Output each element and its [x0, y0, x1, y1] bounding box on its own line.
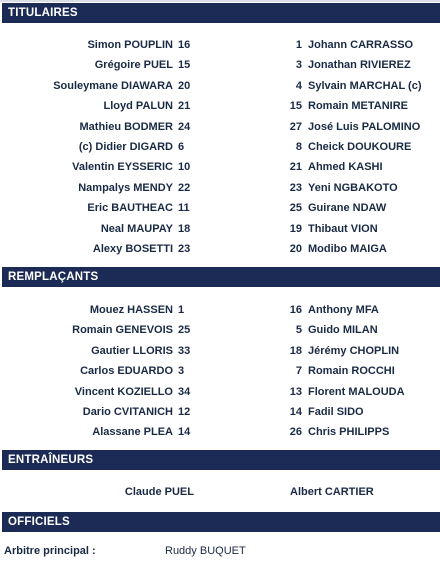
home-player-number: 11 — [178, 202, 190, 215]
player-row — [0, 301, 440, 321]
player-row — [0, 362, 440, 382]
home-player-number: 10 — [178, 161, 191, 174]
away-player-name: Johann CARRASSO — [308, 39, 414, 51]
home-player-name: Lloyd PALUN — [103, 100, 173, 113]
coach-away: Albert CARTIER — [290, 486, 374, 498]
player-row — [0, 97, 440, 117]
away-player-name: Jérémy CHOPLIN — [308, 344, 400, 357]
home-player-name: Dario CVITANICH — [82, 405, 173, 418]
away-player-number: 5 — [295, 324, 302, 337]
away-player-name: Sylvain MARCHAL (c) — [308, 79, 422, 92]
home-player-name: Grégoire PUEL — [94, 59, 173, 72]
home-player-name: Valentin EYSSERIC — [72, 161, 173, 174]
home-player-name: Alexy BOSETTI — [92, 242, 173, 255]
titulaires-list — [0, 36, 440, 260]
home-player-name: Vincent KOZIELLO — [74, 385, 173, 398]
away-player-name: Ahmed KASHI — [308, 161, 383, 174]
away-player-number: 7 — [295, 365, 302, 378]
player-row — [0, 77, 440, 97]
home-player-number: 15 — [178, 59, 191, 72]
player-row — [0, 158, 440, 178]
away-player-number: 26 — [289, 426, 302, 439]
player-row — [0, 179, 440, 199]
away-player-name: Cheick DOUKOURE — [308, 140, 412, 153]
away-player-name: Jonathan RIVIEREZ — [308, 59, 411, 72]
away-player-number: 13 — [289, 385, 302, 398]
player-row — [0, 56, 440, 76]
home-player-number: 3 — [178, 365, 185, 378]
away-player-number: 18 — [289, 344, 302, 357]
home-player-number: 1 — [178, 304, 185, 316]
home-player-name: Souleymane DIAWARA — [53, 79, 173, 92]
away-player-number: 25 — [289, 202, 302, 215]
home-player-name: Romain GENEVOIS — [72, 324, 173, 337]
away-player-number: 1 — [295, 39, 302, 51]
home-player-number: 21 — [178, 100, 191, 113]
player-row — [0, 423, 440, 443]
away-player-name: Yeni NGBAKOTO — [308, 181, 398, 194]
player-row — [0, 240, 440, 260]
away-player-name: Chris PHILIPPS — [308, 426, 390, 439]
home-player-number: 25 — [178, 324, 191, 337]
away-player-number: 19 — [289, 222, 302, 235]
player-row — [0, 220, 440, 240]
away-player-number: 20 — [289, 242, 302, 255]
home-player-name: Nampalys MENDY — [78, 181, 173, 194]
player-row — [0, 199, 440, 219]
home-player-number: 20 — [178, 79, 191, 92]
home-player-number: 16 — [178, 39, 191, 51]
away-player-number: 4 — [295, 79, 302, 92]
away-player-name: Anthony MFA — [308, 304, 379, 316]
home-player-name: Gautier LLORIS — [91, 344, 173, 357]
player-row — [0, 403, 440, 423]
away-player-name: Guirane NDAW — [308, 202, 387, 215]
away-player-number: 14 — [289, 405, 302, 418]
home-player-number: 23 — [178, 242, 191, 255]
home-player-number: 22 — [178, 181, 191, 194]
home-player-number: 18 — [178, 222, 191, 235]
section-header-remplacants: REMPLAÇANTS — [2, 267, 440, 287]
away-player-number: 27 — [289, 120, 302, 133]
away-player-number: 8 — [295, 140, 302, 153]
home-player-number: 6 — [178, 140, 185, 153]
away-player-number: 16 — [289, 304, 302, 316]
home-player-name: (c) Didier DIGARD — [78, 140, 173, 153]
home-player-name: Eric BAUTHEAC — [87, 202, 173, 215]
home-player-number: 34 — [178, 385, 191, 398]
coach-home: Claude PUEL — [124, 486, 194, 498]
top-divider — [0, 0, 440, 2]
home-player-name: Mouez HASSEN — [89, 304, 173, 316]
referee-name: Ruddy BUQUET — [165, 545, 246, 557]
player-row — [0, 138, 440, 158]
section-header-officiels: OFFICIELS — [2, 512, 440, 532]
home-player-number: 33 — [178, 344, 191, 357]
player-row — [0, 36, 440, 56]
home-player-name: Simon POUPLIN — [87, 39, 173, 51]
away-player-name: Florent MALOUDA — [308, 385, 405, 398]
away-player-number: 21 — [289, 161, 302, 174]
home-player-name: Alassane PLEA — [92, 426, 173, 439]
player-row — [0, 342, 440, 362]
home-player-name: Carlos EDUARDO — [80, 365, 173, 378]
remplacants-list — [0, 301, 440, 444]
section-header-titulaires: TITULAIRES — [2, 3, 440, 23]
away-player-name: Fadil SIDO — [308, 405, 364, 418]
away-player-name: Romain ROCCHI — [308, 365, 395, 378]
player-row — [0, 118, 440, 138]
home-player-number: 24 — [178, 120, 191, 133]
away-player-number: 23 — [289, 181, 302, 194]
away-player-number: 3 — [295, 59, 302, 72]
home-player-name: Neal MAUPAY — [100, 222, 173, 235]
home-player-number: 12 — [178, 405, 191, 418]
away-player-number: 15 — [289, 100, 302, 113]
home-player-name: Mathieu BODMER — [79, 120, 173, 133]
player-row — [0, 383, 440, 403]
player-row — [0, 321, 440, 341]
section-header-entraineurs: ENTRAÎNEURS — [2, 450, 440, 470]
home-player-number: 14 — [178, 426, 191, 439]
away-player-name: Thibaut VION — [308, 222, 378, 235]
away-player-name: José Luis PALOMINO — [308, 120, 421, 133]
away-player-name: Guido MILAN — [308, 324, 378, 337]
away-player-name: Romain METANIRE — [308, 100, 409, 113]
away-player-name: Modibo MAIGA — [308, 242, 387, 255]
referee-label: Arbitre principal : — [4, 545, 96, 557]
